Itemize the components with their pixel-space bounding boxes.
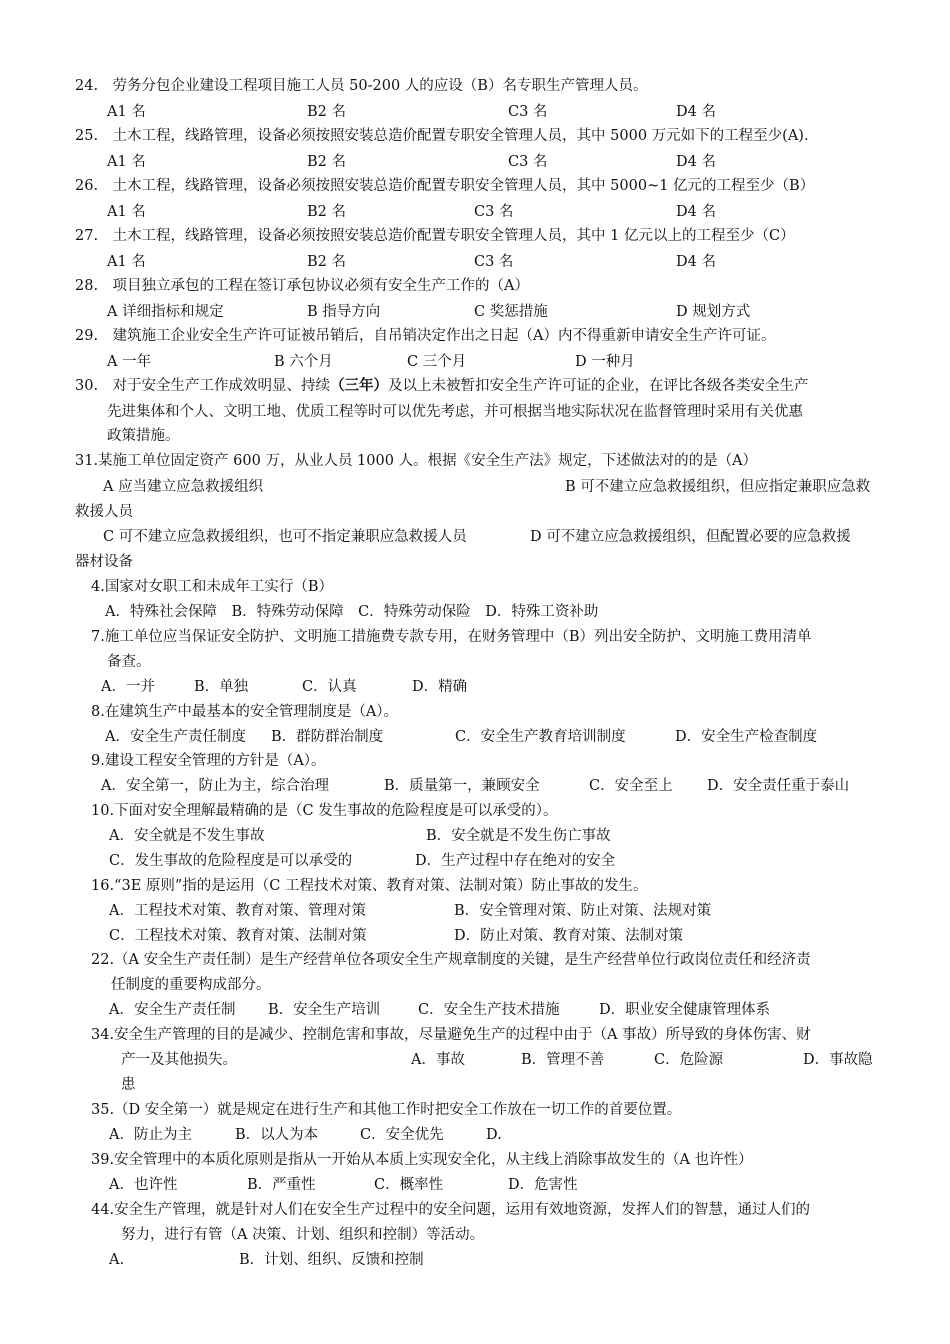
- q28-stem: 28. 项目独立承包的工程在签订承包协议必须有安全生产工作的（A）: [75, 278, 530, 294]
- q29-stem: 29. 建筑施工企业安全生产许可证被吊销后，自吊销决定作出之日起（A）内不得重新申请安全生产许可证。: [75, 328, 776, 344]
- q27-option-c: C3 名: [474, 254, 514, 270]
- q26-option-d: D4 名: [676, 204, 716, 220]
- q9-option-a: A．安全第一，防止为主，综合治理: [101, 778, 329, 794]
- q28-option-d: D 规划方式: [676, 304, 751, 320]
- q29-option-b: B 六个月: [274, 354, 333, 370]
- q22-option-a: A．安全生产责任制: [109, 1002, 236, 1018]
- q39-option-a: A．也许性: [109, 1177, 178, 1193]
- q10-option-a: A．安全就是不发生事故: [109, 828, 265, 844]
- q16-stem: 16.“3E 原则”指的是运用（C 工程技术对策、教育对策、法制对策）防止事故的发生。: [91, 878, 648, 894]
- q10-option-b: B．安全就是不发生伤亡事故: [426, 828, 611, 844]
- q34-option-d: D．事故隐: [803, 1052, 873, 1068]
- q44-line-2: 努力，进行有管（A 决策、计划、组织和控制）等活动。: [121, 1227, 485, 1243]
- q8-option-c: C．安全生产教育培训制度: [455, 729, 626, 745]
- q34-option-a: A．事故: [411, 1052, 465, 1068]
- q27-option-b: B2 名: [307, 254, 346, 270]
- q10-option-c: C．发生事故的危险程度是可以承受的: [109, 853, 353, 869]
- q7-option-c: C．认真: [302, 679, 357, 695]
- q27-option-d: D4 名: [676, 254, 716, 270]
- q9-option-b: B．质量第一，兼顾安全: [384, 778, 540, 794]
- q22-line-2: 任制度的重要构成部分。: [111, 977, 271, 993]
- q22-line-1: 22.（A 安全生产责任制）是生产经营单位各项安全生产规章制度的关键，是生产经营单位行政岗位责任和经济责: [91, 952, 811, 968]
- q29-option-a: A 一年: [107, 354, 152, 370]
- q28-option-c: C 奖惩措施: [474, 304, 548, 320]
- q8-option-d: D．安全生产检查制度: [675, 729, 818, 745]
- q26-option-b: B2 名: [307, 204, 346, 220]
- q39-option-b: B．严重性: [247, 1177, 316, 1193]
- q39-stem: 39.安全管理中的本质化原则是指从一开始从本质上实现安全化，从主线上消除事故发生的（A 也许性）: [91, 1152, 753, 1168]
- q24-option-a: A1 名: [107, 104, 146, 120]
- q25-option-d: D4 名: [676, 154, 716, 170]
- q4-stem: 4.国家对女职工和未成年工实行（B）: [91, 579, 333, 595]
- q22-option-b: B．安全生产培训: [268, 1002, 381, 1018]
- q24-stem: 24. 劳务分包企业建设工程项目施工人员 50-200 人的应设（B）名专职生产管理人员。: [75, 78, 648, 94]
- q34-option-b: B．管理不善: [521, 1052, 605, 1068]
- q31-option-c: C 可不建立应急救援组织，也可不指定兼职应急救援人员: [103, 529, 467, 545]
- q7-option-a: A．一并: [101, 679, 155, 695]
- q25-option-b: B2 名: [307, 154, 346, 170]
- q24-option-d: D4 名: [676, 104, 716, 120]
- q8-stem: 8.在建筑生产中最基本的安全管理制度是（A）。: [91, 704, 399, 720]
- q34-line-1: 34.安全生产管理的目的是减少、控制危害和事故，尽量避免生产的过程中由于（A 事故）所导致的身体伤害、财: [91, 1027, 811, 1043]
- q31-option-a: A 应当建立应急救援组织: [103, 479, 264, 495]
- q16-option-d: D．防止对策、教育对策、法制对策: [454, 928, 684, 944]
- q7-line-2: 备查。: [107, 654, 151, 670]
- q39-option-c: C．概率性: [374, 1177, 444, 1193]
- q30-line-3: 政策措施。: [107, 428, 180, 444]
- q16-option-b: B．安全管理对策、防止对策、法规对策: [454, 903, 712, 919]
- q22-option-c: C．安全生产技术措施: [418, 1002, 560, 1018]
- q26-stem: 26. 土木工程，线路管理，设备必须按照安装总造价配置专职安全管理人员，其中 5000~1 亿元的工程至少（B）: [75, 178, 815, 194]
- q34-line-3: 患: [121, 1077, 136, 1093]
- q24-option-b: B2 名: [307, 104, 346, 120]
- q29-option-d: D 一种月: [575, 354, 635, 370]
- q28-option-a: A 详细指标和规定: [107, 304, 224, 320]
- q29-option-c: C 三个月: [407, 354, 467, 370]
- q9-option-c: C．安全至上: [589, 778, 673, 794]
- q27-stem: 27. 土木工程，线路管理，设备必须按照安装总造价配置专职安全管理人员，其中 1 亿元以上的工程至少（C）: [75, 228, 795, 244]
- q30-text-pre: 30. 对于安全生产工作成效明显、持续: [75, 378, 331, 394]
- q44-option-a: A.: [109, 1252, 125, 1268]
- q24-option-c: C3 名: [508, 104, 548, 120]
- q31-option-d: D 可不建立应急救援组织，但配置必要的应急救援: [530, 529, 851, 545]
- q31-option-b-continued: 救援人员: [75, 504, 133, 520]
- q26-option-c: C3 名: [474, 204, 514, 220]
- q30-emphasis: （三年）: [330, 377, 389, 394]
- q9-option-d: D．安全责任重于泰山: [707, 778, 850, 794]
- q25-option-a: A1 名: [107, 154, 146, 170]
- q31-option-b: B 可不建立应急救援组织，但应指定兼职应急救: [565, 479, 871, 495]
- q7-option-b: B．单独: [194, 679, 249, 695]
- q25-option-c: C3 名: [508, 154, 548, 170]
- q30-text-post: 及以上未被暂扣安全生产许可证的企业，在评比各级各类安全生产: [388, 378, 809, 394]
- q22-option-d: D．职业安全健康管理体系: [599, 1002, 771, 1018]
- q16-option-a: A．工程技术对策、教育对策、管理对策: [109, 903, 366, 919]
- q30-line-2: 先进集体和个人、文明工地、优质工程等时可以优先考虑，并可根据当地实际状况在监督管理时采用有关优惠: [107, 404, 803, 420]
- q10-option-d: D．生产过程中存在绝对的安全: [415, 853, 616, 869]
- q39-option-d: D．危害性: [508, 1177, 578, 1193]
- q4-options: A．特殊社会保障 B．特殊劳动保障 C．特殊劳动保险 D．特殊工资补助: [105, 604, 599, 620]
- q34-line-2: 产一及其他损失。: [121, 1052, 237, 1068]
- q27-option-a: A1 名: [107, 254, 146, 270]
- q44-option-b: B．计划、组织、反馈和控制: [239, 1252, 424, 1268]
- q16-option-c: C．工程技术对策、教育对策、法制对策: [109, 928, 367, 944]
- q34-option-c: C．危险源: [654, 1052, 724, 1068]
- q8-option-a: A．安全生产责任制度: [105, 729, 246, 745]
- q31-stem: 31.某施工单位固定资产 600 万，从业人员 1000 人。根据《安全生产法》规定，下述做法对的的是（A）: [75, 453, 758, 469]
- q7-line-1: 7.施工单位应当保证安全防护、文明施工措施费专款专用，在财务管理中（B）列出安全防护、文明施工费用清单: [91, 629, 812, 645]
- q8-option-b: B．群防群治制度: [271, 729, 384, 745]
- q35-option-b: B．以人为本: [235, 1127, 319, 1143]
- q7-option-d: D．精确: [412, 679, 468, 695]
- q31-option-d-continued: 器材设备: [75, 554, 133, 570]
- q9-stem: 9.建设工程安全管理的方针是（A）。: [91, 753, 326, 769]
- q28-option-b: B 指导方向: [307, 304, 381, 320]
- q10-stem: 10.下面对安全理解最精确的是（C 发生事故的危险程度是可以承受的）。: [91, 803, 558, 819]
- q35-stem: 35.（D 安全第一）就是规定在进行生产和其他工作时把安全工作放在一切工作的首要位置。: [91, 1102, 682, 1118]
- q35-option-a: A．防止为主: [109, 1127, 192, 1143]
- q44-line-1: 44.安全生产管理，就是针对人们在安全生产过程中的安全问题，运用有效地资源，发挥人们的智慧，通过人们的: [91, 1202, 811, 1218]
- q25-stem: 25. 土木工程，线路管理，设备必须按照安装总造价配置专职安全管理人员，其中 5000 万元如下的工程至少(A).: [75, 128, 809, 144]
- q35-option-d: D.: [486, 1127, 502, 1143]
- q30-line-1: [75, 376, 809, 396]
- q26-option-a: A1 名: [107, 204, 146, 220]
- q35-option-c: C．安全优先: [360, 1127, 444, 1143]
